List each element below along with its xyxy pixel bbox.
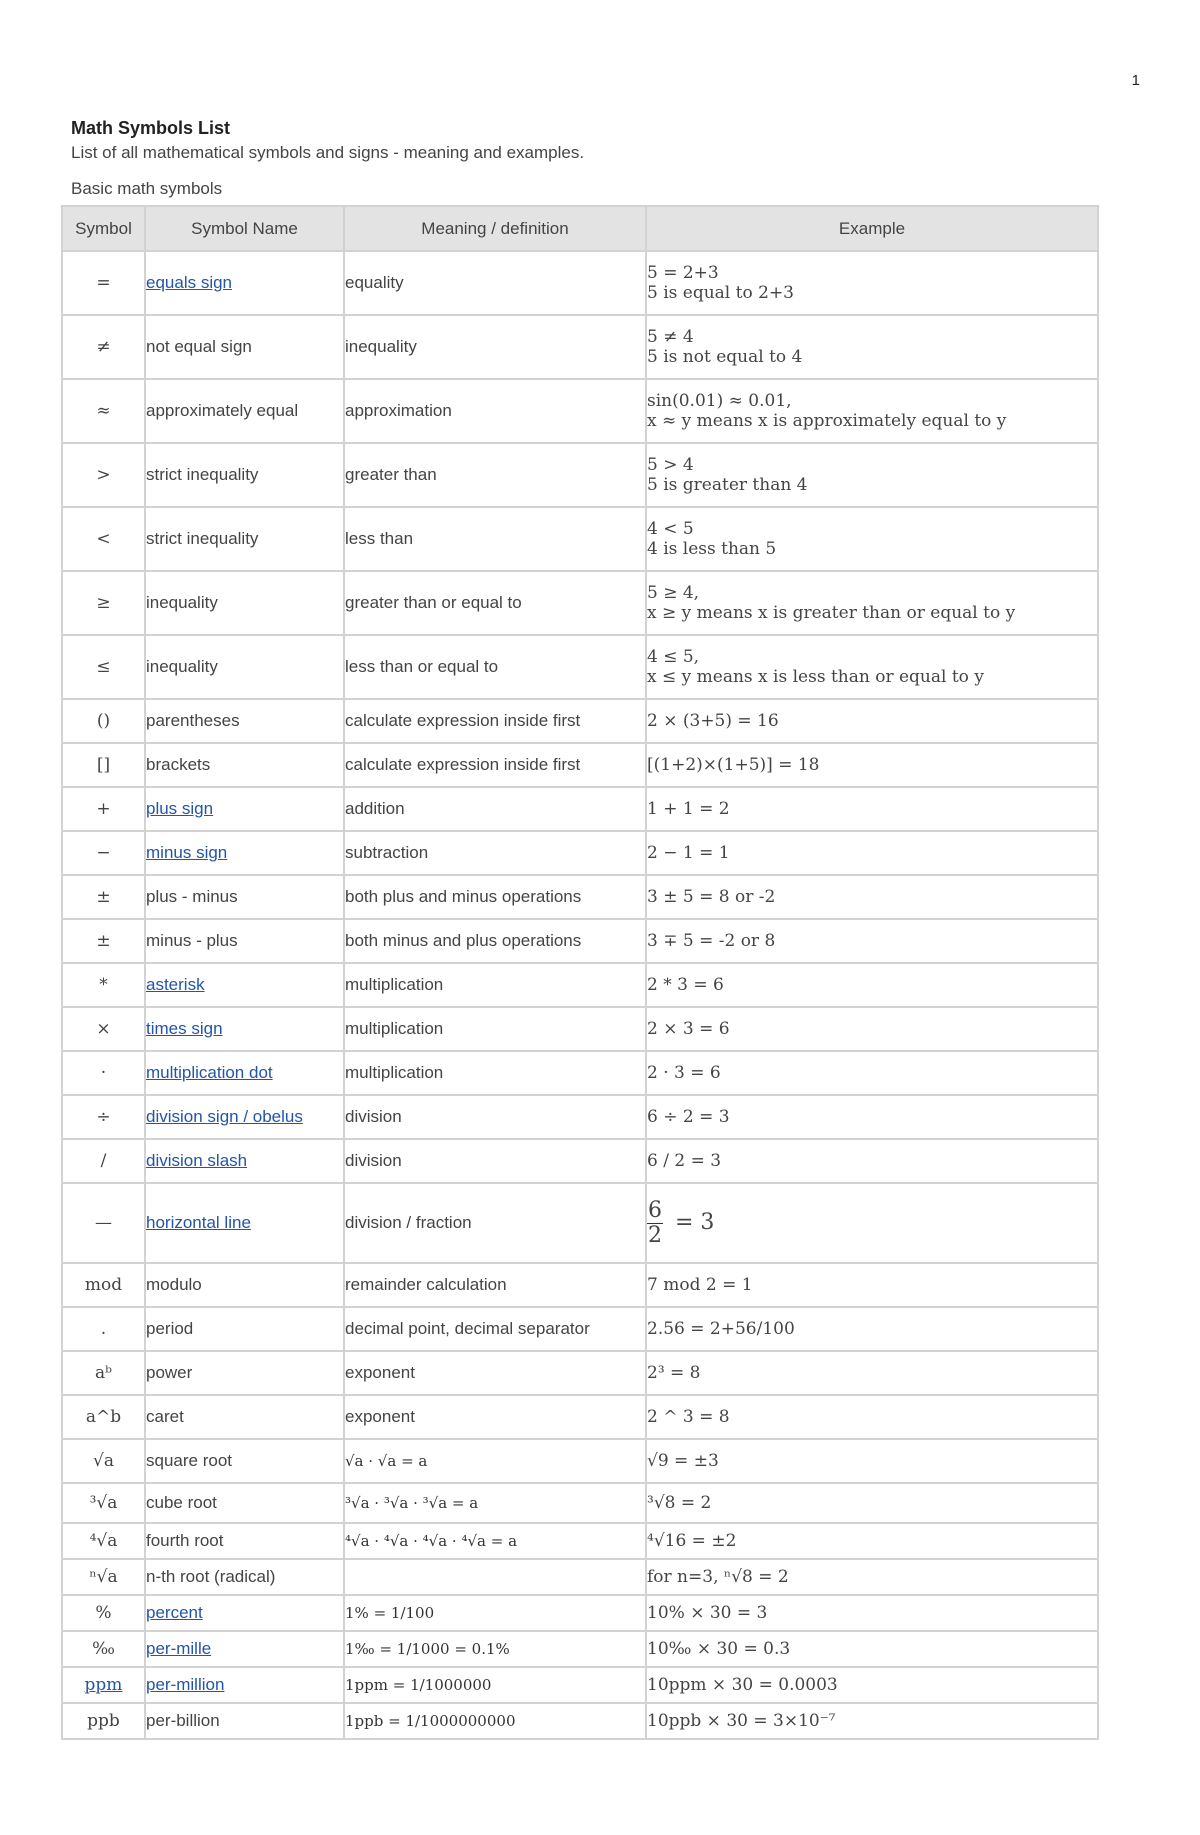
example-line-2: 4 is less than 5 (647, 539, 777, 559)
table-row (62, 1351, 1098, 1395)
example-cell (646, 1095, 1098, 1139)
symbol-cell (62, 875, 145, 919)
symbol-glyph: ≤ (96, 657, 111, 677)
example-cell (646, 1139, 1098, 1183)
symbol-name-cell (145, 1095, 344, 1139)
symbol-glyph: ≥ (96, 593, 111, 613)
symbol-cell (62, 251, 145, 315)
page-title: Math Symbols List (71, 118, 231, 138)
meaning-text: calculate expression inside first (345, 755, 581, 774)
meaning-cell (344, 571, 646, 635)
symbol-name-text: strict inequality (146, 529, 259, 548)
symbol-glyph: ‰ (92, 1639, 115, 1659)
symbol-glyph: % (95, 1603, 112, 1623)
table-row (62, 1559, 1098, 1595)
symbol-glyph: ³√a (89, 1493, 118, 1513)
symbol-name-cell (145, 1667, 344, 1703)
example-line-1: √9 = ±3 (647, 1451, 719, 1471)
symbol-cell (62, 1703, 145, 1739)
symbol-name-cell (145, 443, 344, 507)
symbol-glyph: = (96, 273, 111, 293)
symbol-name-cell (145, 831, 344, 875)
meaning-text: ³√a · ³√a · ³√a = a (345, 1494, 479, 1512)
example-line-1: 10ppb × 30 = 3×10⁻⁷ (647, 1711, 836, 1731)
symbol-name-link[interactable]: division slash (146, 1151, 248, 1170)
meaning-cell (344, 1439, 646, 1483)
example-cell (646, 1307, 1098, 1351)
symbol-glyph: aᵇ (95, 1363, 112, 1383)
table-row (62, 571, 1098, 635)
symbol-glyph: ± (96, 887, 111, 907)
symbol-cell (62, 1051, 145, 1095)
example-line-2: x ≥ y means x is greater than or equal to y (647, 603, 1016, 623)
symbol-name-cell (145, 1483, 344, 1523)
meaning-text: greater than or equal to (345, 593, 522, 612)
symbol-name-cell (145, 379, 344, 443)
meaning-cell (344, 1483, 646, 1523)
symbol-glyph: ⁿ√a (89, 1567, 118, 1587)
example-cell (646, 787, 1098, 831)
table-row (62, 1263, 1098, 1307)
meaning-cell (344, 379, 646, 443)
example-line-2: 5 is not equal to 4 (647, 347, 803, 367)
header-symbol-name: Symbol Name (145, 206, 344, 251)
symbol-name-link[interactable]: times sign (146, 1019, 223, 1038)
symbol-name-link[interactable]: equals sign (146, 273, 233, 292)
meaning-text: 1ppm = 1/1000000 (345, 1676, 492, 1694)
example-line-2: x ≤ y means x is less than or equal to y (647, 667, 984, 687)
symbol-name-cell (145, 507, 344, 571)
symbol-name-text: approximately equal (146, 401, 299, 420)
symbol-cell (62, 1007, 145, 1051)
example-line-1: 6 / 2 = 3 (647, 1151, 722, 1171)
fraction-denominator: 2 (648, 1222, 662, 1248)
meaning-cell (344, 1263, 646, 1307)
symbol-cell (62, 1483, 145, 1523)
meaning-text: inequality (345, 337, 417, 356)
meaning-cell (344, 1183, 646, 1263)
example-cell (646, 315, 1098, 379)
symbol-name-cell (145, 743, 344, 787)
example-line-1: 2 × (3+5) = 16 (647, 711, 779, 731)
meaning-cell (344, 1395, 646, 1439)
meaning-text: 1ppb = 1/1000000000 (345, 1712, 516, 1730)
symbol-cell (62, 443, 145, 507)
symbol-name-text: per-billion (146, 1711, 220, 1730)
symbol-name-text: fourth root (146, 1531, 224, 1550)
example-cell (646, 831, 1098, 875)
meaning-cell (344, 699, 646, 743)
symbol-name-cell (145, 919, 344, 963)
symbol-cell (62, 1439, 145, 1483)
symbol-name-link[interactable]: plus sign (146, 799, 214, 818)
meaning-text: 1% = 1/100 (345, 1604, 435, 1622)
meaning-text: equality (345, 273, 404, 292)
meaning-cell (344, 1703, 646, 1739)
meaning-text: approximation (345, 401, 452, 420)
meaning-text: calculate expression inside first (345, 711, 581, 730)
meaning-text: multiplication (345, 1019, 444, 1038)
symbol-glyph: ≠ (96, 337, 111, 357)
example-line-1: 2.56 = 2+56/100 (647, 1319, 795, 1339)
table-row (62, 379, 1098, 443)
example-cell (646, 379, 1098, 443)
meaning-cell (344, 919, 646, 963)
example-line-1: 5 > 4 (647, 455, 694, 475)
header-symbol: Symbol (62, 206, 145, 251)
meaning-cell (344, 1139, 646, 1183)
symbol-glyph: . (100, 1319, 107, 1339)
table-row (62, 1631, 1098, 1667)
symbol-name-text: modulo (146, 1275, 202, 1294)
symbol-cell (62, 507, 145, 571)
example-cell (646, 875, 1098, 919)
meaning-cell (344, 1051, 646, 1095)
meaning-cell (344, 1307, 646, 1351)
symbol-cell (62, 831, 145, 875)
example-cell (646, 919, 1098, 963)
meaning-text: addition (345, 799, 405, 818)
symbol-cell (62, 787, 145, 831)
example-cell (646, 1523, 1098, 1559)
symbol-glyph: ≈ (96, 401, 111, 421)
symbol-name-link[interactable]: division sign / obelus (146, 1107, 303, 1126)
table-row (62, 1483, 1098, 1523)
example-line-1: [(1+2)×(1+5)] = 18 (647, 755, 820, 775)
example-line-1: 3 ∓ 5 = -2 or 8 (647, 931, 776, 951)
symbol-cell (62, 1263, 145, 1307)
example-cell (646, 1183, 1098, 1263)
meaning-cell (344, 315, 646, 379)
symbol-cell (62, 1307, 145, 1351)
symbol-glyph: − (96, 843, 111, 863)
symbol-name-text: square root (146, 1451, 232, 1470)
meaning-cell (344, 875, 646, 919)
symbol-cell (62, 1139, 145, 1183)
table-header-row (62, 206, 1098, 251)
symbol-name-cell (145, 1523, 344, 1559)
example-cell (646, 1007, 1098, 1051)
symbol-cell (62, 379, 145, 443)
meaning-text: multiplication (345, 1063, 444, 1082)
symbol-name-text: caret (146, 1407, 184, 1426)
fraction-result: = 3 (675, 1210, 715, 1235)
table-row (62, 699, 1098, 743)
example-line-1: 2 × 3 = 6 (647, 1019, 730, 1039)
header-meaning: Meaning / definition (344, 206, 646, 251)
symbol-name-cell (145, 1307, 344, 1351)
meaning-text: remainder calculation (345, 1275, 507, 1294)
symbol-name-cell (145, 1595, 344, 1631)
table-row (62, 315, 1098, 379)
meaning-text: decimal point, decimal separator (345, 1319, 590, 1338)
example-line-1: 10% × 30 = 3 (647, 1603, 768, 1623)
symbol-name-cell (145, 635, 344, 699)
meaning-cell (344, 787, 646, 831)
symbol-cell (62, 571, 145, 635)
table-row (62, 1523, 1098, 1559)
example-cell (646, 1263, 1098, 1307)
example-cell (646, 251, 1098, 315)
symbol-name-cell (145, 571, 344, 635)
meaning-cell (344, 1523, 646, 1559)
meaning-text: greater than (345, 465, 437, 484)
symbol-glyph: > (96, 465, 111, 485)
meaning-text: √a · √a = a (345, 1452, 428, 1470)
example-line-1: 2 · 3 = 6 (647, 1063, 721, 1083)
table-row (62, 1307, 1098, 1351)
symbol-cell (62, 315, 145, 379)
meaning-text: exponent (345, 1407, 415, 1426)
header-example: Example (646, 206, 1098, 251)
symbol-name-link[interactable]: horizontal line (146, 1213, 251, 1232)
table-row (62, 963, 1098, 1007)
example-cell (646, 443, 1098, 507)
symbol-glyph: * (99, 975, 108, 995)
symbol-cell (62, 1095, 145, 1139)
table-row (62, 635, 1098, 699)
example-line-1: 2 * 3 = 6 (647, 975, 724, 995)
example-line-1: 3 ± 5 = 8 or -2 (647, 887, 776, 907)
symbol-cell (62, 1183, 145, 1263)
symbol-name-link[interactable]: minus sign (146, 843, 228, 862)
fraction-numerator: 6 (648, 1197, 662, 1223)
example-line-1: 2³ = 8 (647, 1363, 701, 1383)
example-line-1: 5 = 2+3 (647, 263, 719, 283)
symbol-name-cell (145, 787, 344, 831)
symbol-cell (62, 919, 145, 963)
symbol-glyph[interactable]: ppm (84, 1675, 123, 1695)
symbol-name-cell (145, 1183, 344, 1263)
meaning-cell (344, 1095, 646, 1139)
symbol-name-cell (145, 875, 344, 919)
example-line-1: 4 < 5 (647, 519, 694, 539)
symbol-name-text: period (146, 1319, 194, 1338)
meaning-cell (344, 1667, 646, 1703)
symbol-name-link[interactable]: per-mille (146, 1639, 212, 1658)
symbol-name-text: not equal sign (146, 337, 252, 356)
table-row (62, 1667, 1098, 1703)
meaning-cell (344, 1559, 646, 1595)
example-line-1: 5 ≥ 4, (647, 583, 700, 603)
example-line-1: 10‰ × 30 = 0.3 (647, 1639, 791, 1659)
example-line-1: 10ppm × 30 = 0.0003 (647, 1675, 838, 1695)
symbol-glyph: < (96, 529, 111, 549)
symbol-name-cell (145, 699, 344, 743)
symbol-name-link[interactable]: multiplication dot (146, 1063, 273, 1082)
table-row (62, 1139, 1098, 1183)
symbol-glyph: + (96, 799, 111, 819)
example-line-1: 1 + 1 = 2 (647, 799, 730, 819)
symbol-name-text: minus - plus (146, 931, 238, 950)
math-symbols-table (61, 205, 1099, 1740)
example-line-1: sin(0.01) ≈ 0.01, (647, 391, 792, 411)
symbol-glyph: √a (93, 1451, 114, 1471)
symbol-glyph: × (96, 1019, 111, 1039)
table-row (62, 507, 1098, 571)
table-row (62, 1183, 1098, 1263)
table-row (62, 787, 1098, 831)
table-row (62, 443, 1098, 507)
example-cell (646, 1559, 1098, 1595)
example-line-1: 6 ÷ 2 = 3 (647, 1107, 730, 1127)
symbol-cell (62, 1631, 145, 1667)
example-line-2: 5 is greater than 4 (647, 475, 808, 495)
symbol-name-cell (145, 1703, 344, 1739)
symbol-name-text: strict inequality (146, 465, 259, 484)
table-row (62, 1051, 1098, 1095)
example-cell (646, 1395, 1098, 1439)
example-cell (646, 1667, 1098, 1703)
meaning-text: less than (345, 529, 414, 548)
example-cell (646, 1703, 1098, 1739)
example-line-1: for n=3, ⁿ√8 = 2 (647, 1567, 789, 1587)
symbol-name-cell (145, 251, 344, 315)
meaning-text: 1‰ = 1/1000 = 0.1% (345, 1640, 510, 1658)
meaning-text: subtraction (345, 843, 429, 862)
example-cell (646, 1351, 1098, 1395)
example-cell (646, 635, 1098, 699)
symbol-cell (62, 1559, 145, 1595)
meaning-cell (344, 1007, 646, 1051)
symbol-name-text: cube root (146, 1493, 217, 1512)
symbol-glyph: [] (96, 755, 111, 775)
meaning-cell (344, 443, 646, 507)
table-row (62, 875, 1098, 919)
section-title: Basic math symbols (71, 179, 223, 198)
example-cell (646, 507, 1098, 571)
table-row (62, 1007, 1098, 1051)
example-line-2: x ≈ y means x is approximately equal to y (647, 411, 1007, 431)
meaning-text: multiplication (345, 975, 444, 994)
symbol-glyph: ppb (87, 1711, 120, 1731)
symbol-glyph: ⁴√a (89, 1531, 118, 1551)
table-row (62, 743, 1098, 787)
symbol-name-text: n-th root (radical) (146, 1567, 276, 1586)
page-number: 1 (1131, 72, 1140, 89)
symbol-glyph: — (95, 1213, 112, 1233)
table-row (62, 831, 1098, 875)
symbol-name-text: inequality (146, 593, 218, 612)
table-row (62, 919, 1098, 963)
example-line-1: 2 − 1 = 1 (647, 843, 730, 863)
meaning-text: ⁴√a · ⁴√a · ⁴√a · ⁴√a = a (345, 1532, 518, 1550)
symbol-name-cell (145, 1263, 344, 1307)
example-cell (646, 1483, 1098, 1523)
symbol-cell (62, 1667, 145, 1703)
example-cell (646, 743, 1098, 787)
table-row (62, 1703, 1098, 1739)
symbol-cell (62, 635, 145, 699)
symbol-name-text: parentheses (146, 711, 240, 730)
fraction (647, 1199, 663, 1248)
symbol-glyph: () (96, 711, 111, 731)
symbol-glyph: · (100, 1063, 107, 1083)
example-line-1: 5 ≠ 4 (647, 327, 694, 347)
example-cell (646, 1595, 1098, 1631)
example-line-1: ³√8 = 2 (647, 1493, 712, 1513)
meaning-text: division (345, 1107, 402, 1126)
symbol-name-text: plus - minus (146, 887, 238, 906)
meaning-cell (344, 1595, 646, 1631)
symbol-cell (62, 1351, 145, 1395)
symbol-glyph: ± (96, 931, 111, 951)
example-cell (646, 1439, 1098, 1483)
symbol-name-cell (145, 315, 344, 379)
example-line-1: 2 ^ 3 = 8 (647, 1407, 730, 1427)
meaning-cell (344, 251, 646, 315)
example-line-1: 7 mod 2 = 1 (647, 1275, 753, 1295)
example-cell (646, 1051, 1098, 1095)
symbol-cell (62, 963, 145, 1007)
meaning-cell (344, 831, 646, 875)
meaning-text: exponent (345, 1363, 415, 1382)
meaning-cell (344, 743, 646, 787)
page-subtitle: List of all mathematical symbols and signs - meaning and examples. (71, 143, 585, 162)
symbol-glyph: ÷ (96, 1107, 111, 1127)
symbol-name-cell (145, 1395, 344, 1439)
meaning-text: division / fraction (345, 1213, 472, 1232)
example-cell (646, 963, 1098, 1007)
symbol-name-cell (145, 1139, 344, 1183)
symbol-name-link[interactable]: per-million (146, 1675, 225, 1694)
example-line-1: ⁴√16 = ±2 (647, 1531, 737, 1551)
example-cell (646, 571, 1098, 635)
meaning-cell (344, 963, 646, 1007)
symbol-glyph: a^b (85, 1407, 122, 1427)
meaning-cell (344, 1631, 646, 1667)
table-row (62, 251, 1098, 315)
symbol-glyph: mod (84, 1275, 123, 1295)
symbol-name-cell (145, 1631, 344, 1667)
example-line-2: 5 is equal to 2+3 (647, 283, 794, 303)
symbol-name-cell (145, 1051, 344, 1095)
meaning-text: less than or equal to (345, 657, 499, 676)
symbol-cell (62, 1595, 145, 1631)
symbol-cell (62, 1395, 145, 1439)
symbol-name-text: power (146, 1363, 193, 1382)
symbol-name-cell (145, 1351, 344, 1395)
symbol-cell (62, 1523, 145, 1559)
meaning-cell (344, 507, 646, 571)
table-row (62, 1439, 1098, 1483)
example-cell (646, 1631, 1098, 1667)
symbol-name-cell (145, 1007, 344, 1051)
meaning-cell (344, 635, 646, 699)
symbol-name-text: inequality (146, 657, 218, 676)
symbol-glyph: / (100, 1151, 107, 1171)
table-row (62, 1095, 1098, 1139)
symbol-name-link[interactable]: asterisk (146, 975, 205, 994)
meaning-cell (344, 1351, 646, 1395)
meaning-text: both minus and plus operations (345, 931, 582, 950)
table-row (62, 1395, 1098, 1439)
symbol-name-link[interactable]: percent (146, 1603, 203, 1622)
example-cell (646, 699, 1098, 743)
symbol-cell (62, 699, 145, 743)
symbol-cell (62, 743, 145, 787)
symbol-name-cell (145, 1559, 344, 1595)
symbol-name-text: brackets (146, 755, 211, 774)
meaning-text: both plus and minus operations (345, 887, 582, 906)
example-line-1: 4 ≤ 5, (647, 647, 700, 667)
symbol-name-cell (145, 1439, 344, 1483)
meaning-text: division (345, 1151, 402, 1170)
symbol-name-cell (145, 963, 344, 1007)
table-row (62, 1595, 1098, 1631)
